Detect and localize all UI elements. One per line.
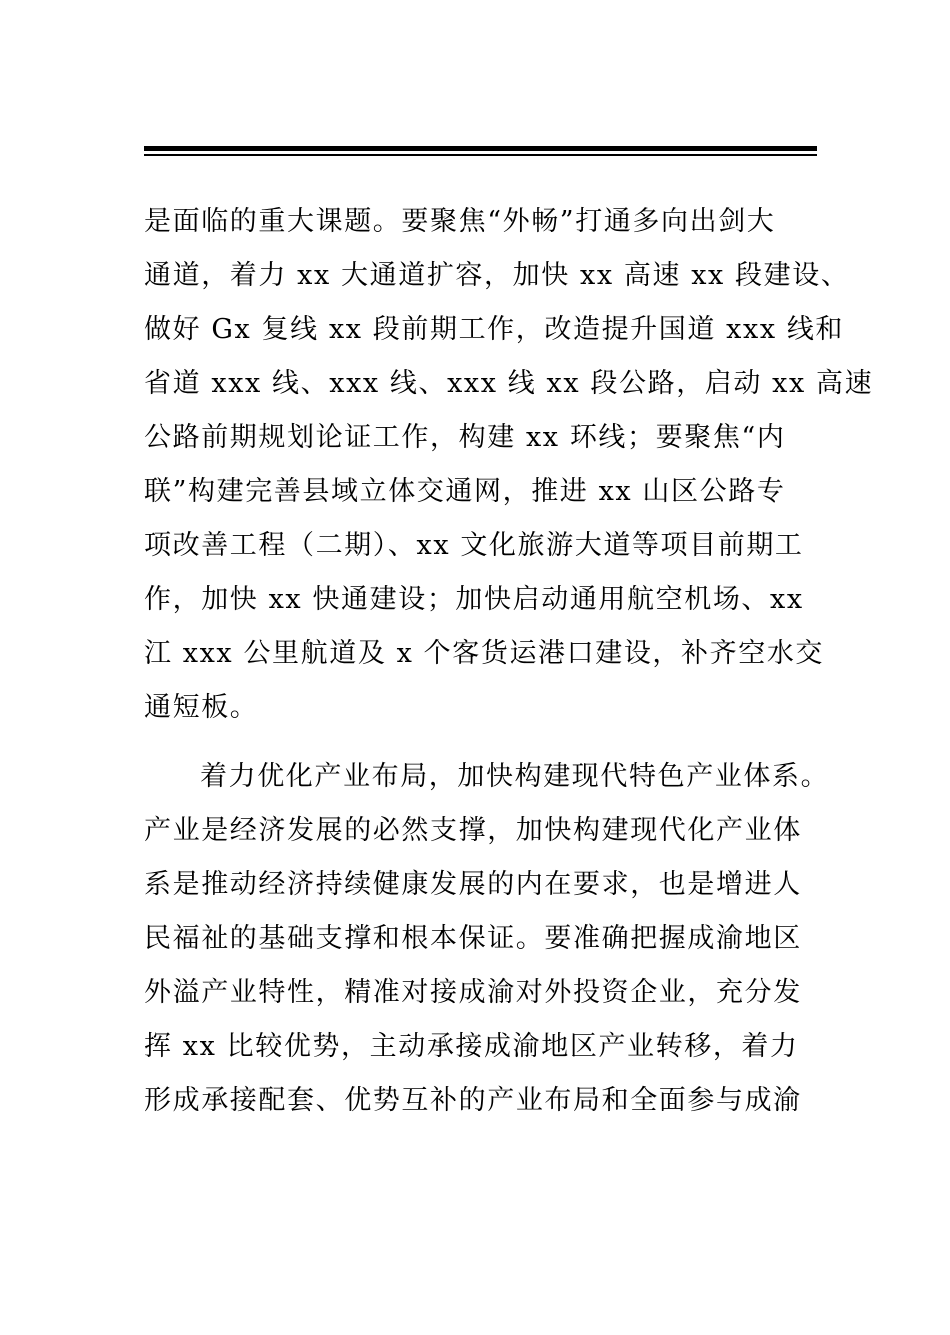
text-line: 联”构建完善县域立体交通网，推进 xx 山区公路专 — [144, 476, 786, 507]
header-rule-thin — [144, 154, 817, 156]
text-line: 挥 xx 比较优势，主动承接成渝地区产业转移，着力 — [144, 1031, 799, 1062]
text-line: 形成承接配套、优势互补的产业布局和全面参与成渝 — [144, 1085, 802, 1116]
text-line: 产业是经济发展的必然支撑，加快构建现代化产业体 — [144, 815, 802, 846]
text-line: 作，加快 xx 快通建设；加快启动通用航空机场、xx — [144, 584, 804, 615]
text-line: 通道，着力 xx 大通道扩容，加快 xx 高速 xx 段建设、 — [144, 260, 850, 291]
text-line: 做好 Gx 复线 xx 段前期工作，改造提升国道 xxx 线和 — [144, 314, 845, 345]
text-line: 是面临的重大课题。要聚焦“外畅”打通多向出剑大 — [144, 206, 776, 237]
header-rule-thick — [144, 146, 817, 151]
paragraph-heading-line: 着力优化产业布局，加快构建现代特色产业体系。 — [200, 761, 830, 792]
text-line: 公路前期规划论证工作，构建 xx 环线；要聚焦“内 — [144, 422, 786, 453]
text-line: 民福祉的基础支撑和根本保证。要准确把握成渝地区 — [144, 923, 802, 954]
text-line: 系是推动经济持续健康发展的内在要求，也是增进人 — [144, 869, 802, 900]
text-line: 通短板。 — [144, 692, 259, 723]
text-line: 省道 xxx 线、xxx 线、xxx 线 xx 段公路，启动 xx 高速 — [144, 368, 874, 399]
text-line: 外溢产业特性，精准对接成渝对外投资企业，充分发 — [144, 977, 802, 1008]
text-line: 江 xxx 公里航道及 x 个客货运港口建设，补齐空水交 — [144, 638, 825, 669]
text-line: 项改善工程（二期）、xx 文化旅游大道等项目前期工 — [144, 530, 804, 561]
